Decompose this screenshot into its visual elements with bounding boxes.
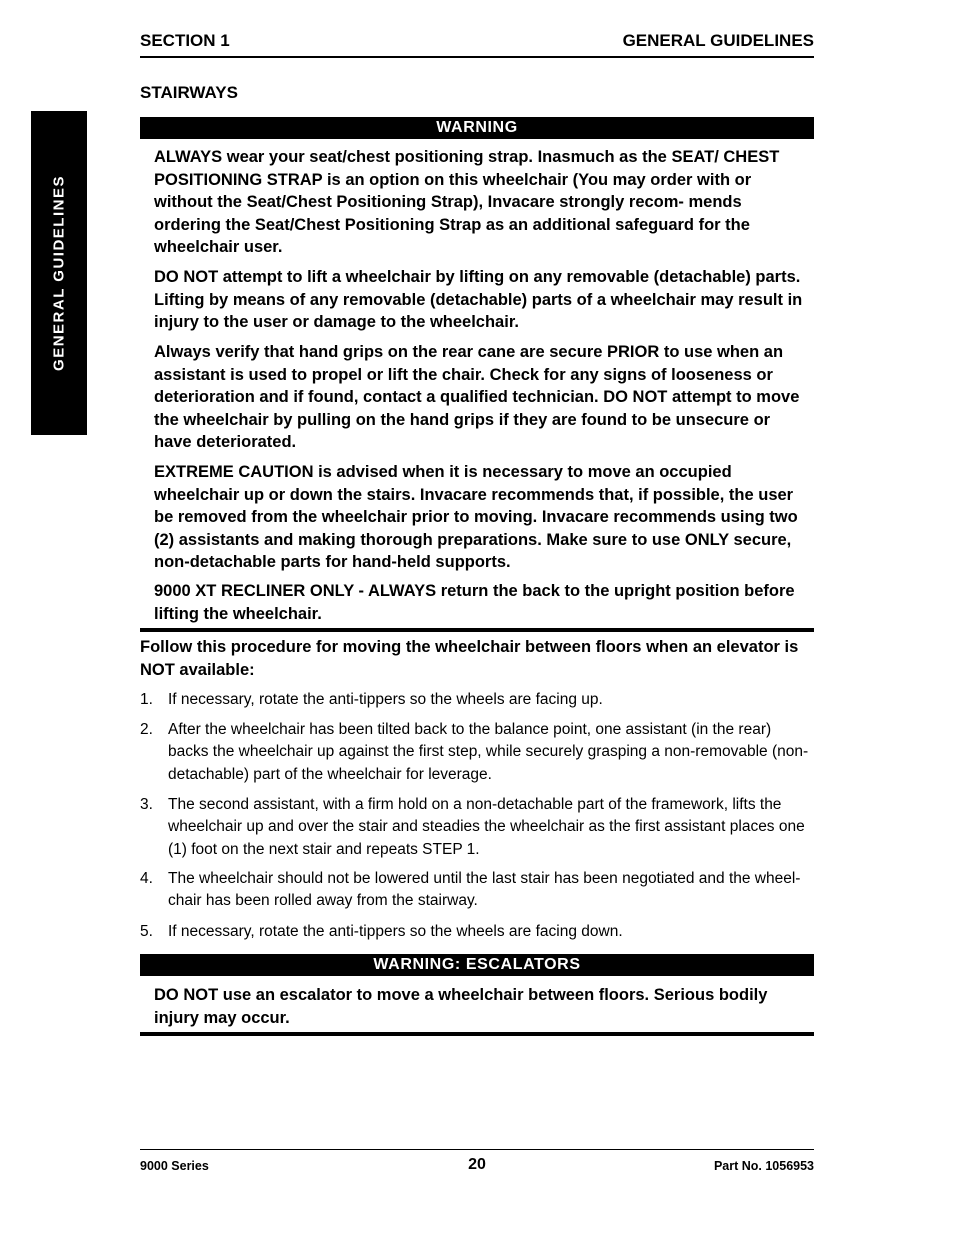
step-text: After the wheelchair has been tilted back to the balance point, one assistant (in the rear) backs the wheelchair up against the first step, while securely grasping a non-removable (non- detachable) part of the wheelchair for leverage. [168, 721, 809, 783]
step-text: If necessary, rotate the anti-tippers so the wheels are facing down. [168, 923, 623, 940]
footer-series: 9000 Series [140, 1159, 209, 1173]
step-number: 3. [140, 796, 153, 813]
header-chapter: GENERAL GUIDELINES [622, 31, 814, 50]
warning-paragraph: 9000 XT RECLINER ONLY - ALWAYS return the back to the upright position before lifting the wheelchair. [154, 582, 795, 623]
footer-rule [140, 1149, 814, 1150]
header-section: SECTION 1 [140, 31, 230, 50]
warning-paragraph: Always verify that hand grips on the rear cane are secure PRIOR to use when an assistant is used to propel or lift the chair. Check for any signs of looseness or deterioration and if found, contact a qualified technician. DO NOT attempt to move the wheelchair by pulling on the hand grips if they are found to be unsecure or have deteriorated. [154, 343, 800, 452]
step-number: 5. [140, 923, 153, 940]
list-item [140, 719, 814, 786]
step-number: 4. [140, 870, 153, 887]
step-text: If necessary, rotate the anti-tippers so the wheels are facing up. [168, 691, 603, 708]
escalator-warning-banner: WARNING: ESCALATORS [140, 954, 814, 976]
step-number: 2. [140, 721, 153, 738]
warning-end-rule [140, 628, 814, 632]
page-header [140, 30, 814, 58]
step-text: The wheelchair should not be lowered until the last stair has been negotiated and the wheel- chair has been rolled away from the stairway. [168, 870, 801, 910]
footer-part-number: Part No. 1056953 [713, 1159, 814, 1173]
list-item [140, 689, 814, 711]
step-number: 1. [140, 691, 153, 708]
step-text: The second assistant, with a firm hold on a non-detachable part of the framework, lifts the wheelchair up and over the stair and steadies the wheelchair as the first assistant places one (1) foot on the next stair and repeats STEP 1. [168, 796, 805, 858]
section-title: STAIRWAYS [140, 83, 238, 102]
warning-paragraph: DO NOT attempt to lift a wheelchair by lifting on any removable (detachable) parts. Lifting by means of any removable (detachable) parts of a wheelchair may result in injury to the user or damage to the wheelchair. [154, 268, 803, 332]
escalator-warning-end-rule [140, 1032, 814, 1036]
page-number: 20 [468, 1156, 486, 1173]
list-item [140, 868, 814, 913]
list-item [140, 921, 814, 943]
side-tab [31, 111, 87, 435]
warning-paragraph: ALWAYS wear your seat/chest positioning strap. Inasmuch as the SEAT/ CHEST POSITIONING STRAP is an option on this wheelchair (You may order with or without the Seat/Chest Positioning Strap), Invacare strongly recom- mends ordering the Seat/Chest Positioning Strap as an additional safeguard for the wheelchair user. [154, 148, 780, 257]
procedure-intro: Follow this procedure for moving the wheelchair between floors when an elevator is NOT available: [140, 638, 799, 679]
escalator-warning-text: DO NOT use an escalator to move a wheelchair between floors. Serious bodily injury may occur. [154, 986, 768, 1027]
warning-banner: WARNING [140, 117, 814, 139]
side-tab-label: GENERAL GUIDELINES [50, 175, 68, 371]
warning-paragraph: EXTREME CAUTION is advised when it is necessary to move an occupied wheelchair up or down the stairs. Invacare recommends that, if possible, the user be removed from the wheelchair prior to moving. Invacare recommends using two (2) assistants and making thorough preparations. Make sure to use ONLY secure, non-detachable parts for hand-held supports. [154, 463, 798, 572]
list-item [140, 794, 814, 861]
